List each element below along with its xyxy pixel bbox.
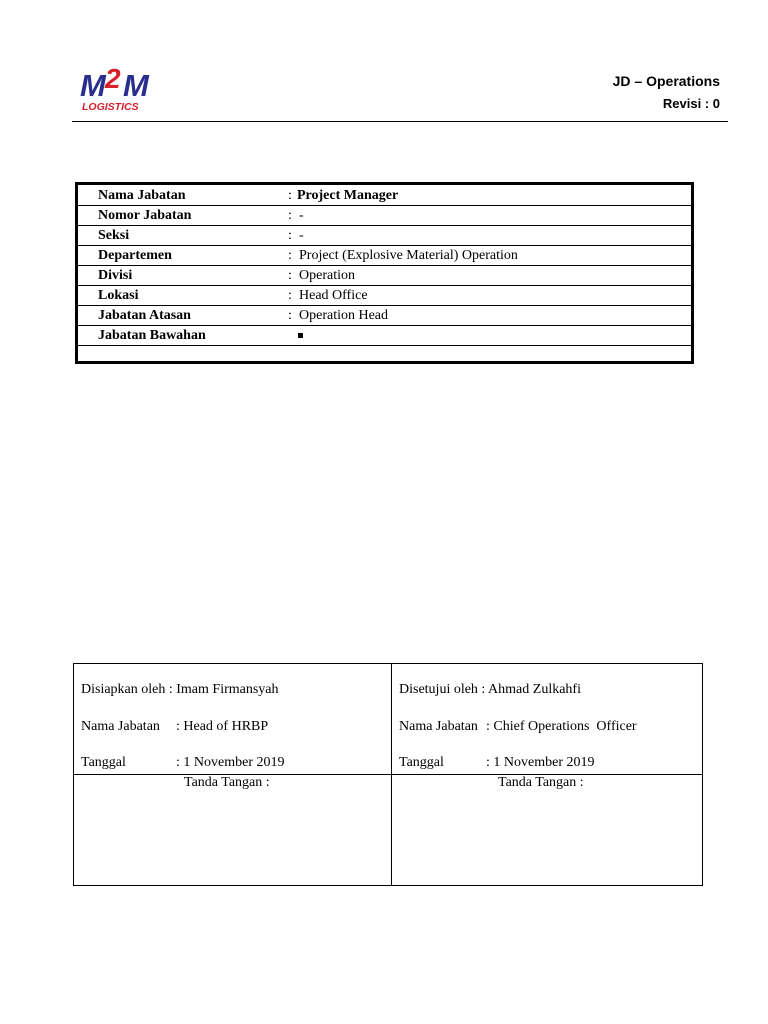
bullet-icon (298, 333, 303, 338)
approved-by: Disetujui oleh : Ahmad Zulkahfi (399, 682, 581, 697)
row-label: Nama Jabatan (98, 188, 186, 203)
svg-text:2: 2 (105, 66, 121, 94)
table-row (78, 326, 691, 346)
row-label: Nomor Jabatan (98, 208, 192, 223)
signoff-table (73, 663, 703, 886)
row-colon: : (288, 248, 292, 263)
row-value: - (299, 208, 304, 223)
prepared-date-label: Tanggal (81, 755, 126, 770)
company-logo (78, 66, 162, 114)
table-row (78, 286, 691, 306)
row-label: Jabatan Bawahan (98, 328, 206, 343)
table-row (78, 246, 691, 266)
row-label: Jabatan Atasan (98, 308, 191, 323)
row-label: Divisi (98, 268, 133, 283)
row-label: Seksi (98, 228, 130, 243)
approved-date-label: Tanggal (399, 755, 444, 770)
prepared-signature-label: Tanda Tangan : (184, 775, 270, 790)
svg-text:M: M (123, 68, 147, 103)
row-label: Lokasi (98, 288, 139, 303)
svg-text:LOGISTICS: LOGISTICS (82, 101, 139, 113)
table-row (78, 186, 691, 206)
approved-date-value: : 1 November 2019 (486, 755, 595, 770)
row-value: Head Office (299, 288, 368, 303)
row-colon: : (288, 188, 292, 203)
approved-position-value: : Chief Operations Officer (486, 719, 637, 734)
approved-position-label: Nama Jabatan (399, 719, 478, 734)
prepared-by: Disiapkan oleh : Imam Firmansyah (81, 682, 279, 697)
table-row-empty (78, 346, 691, 365)
table-row (78, 306, 691, 326)
row-colon: : (288, 308, 292, 323)
row-value: Project (Explosive Material) Operation (299, 248, 518, 263)
header-divider (72, 121, 728, 122)
row-value: Operation Head (299, 308, 389, 323)
table-row (78, 266, 691, 286)
row-value: Operation (299, 268, 355, 283)
row-value: Project Manager (297, 188, 399, 203)
row-label: Departemen (98, 248, 172, 263)
prepared-position-label: Nama Jabatan (81, 719, 160, 734)
row-value: - (299, 228, 304, 243)
table-row (78, 226, 691, 246)
row-divider (74, 774, 702, 775)
row-colon: : (288, 288, 292, 303)
approved-signature-label: Tanda Tangan : (498, 775, 584, 790)
prepared-position-value: : Head of HRBP (176, 719, 269, 734)
job-info-table (75, 182, 694, 364)
row-colon: : (288, 208, 292, 223)
row-colon: : (288, 228, 292, 243)
table-row (78, 206, 691, 226)
prepared-date-value: : 1 November 2019 (176, 755, 285, 770)
document-title: JD – Operations (612, 73, 720, 89)
revision-label: Revisi : 0 (662, 96, 720, 111)
row-colon: : (288, 268, 292, 283)
svg-text:M: M (80, 68, 104, 103)
